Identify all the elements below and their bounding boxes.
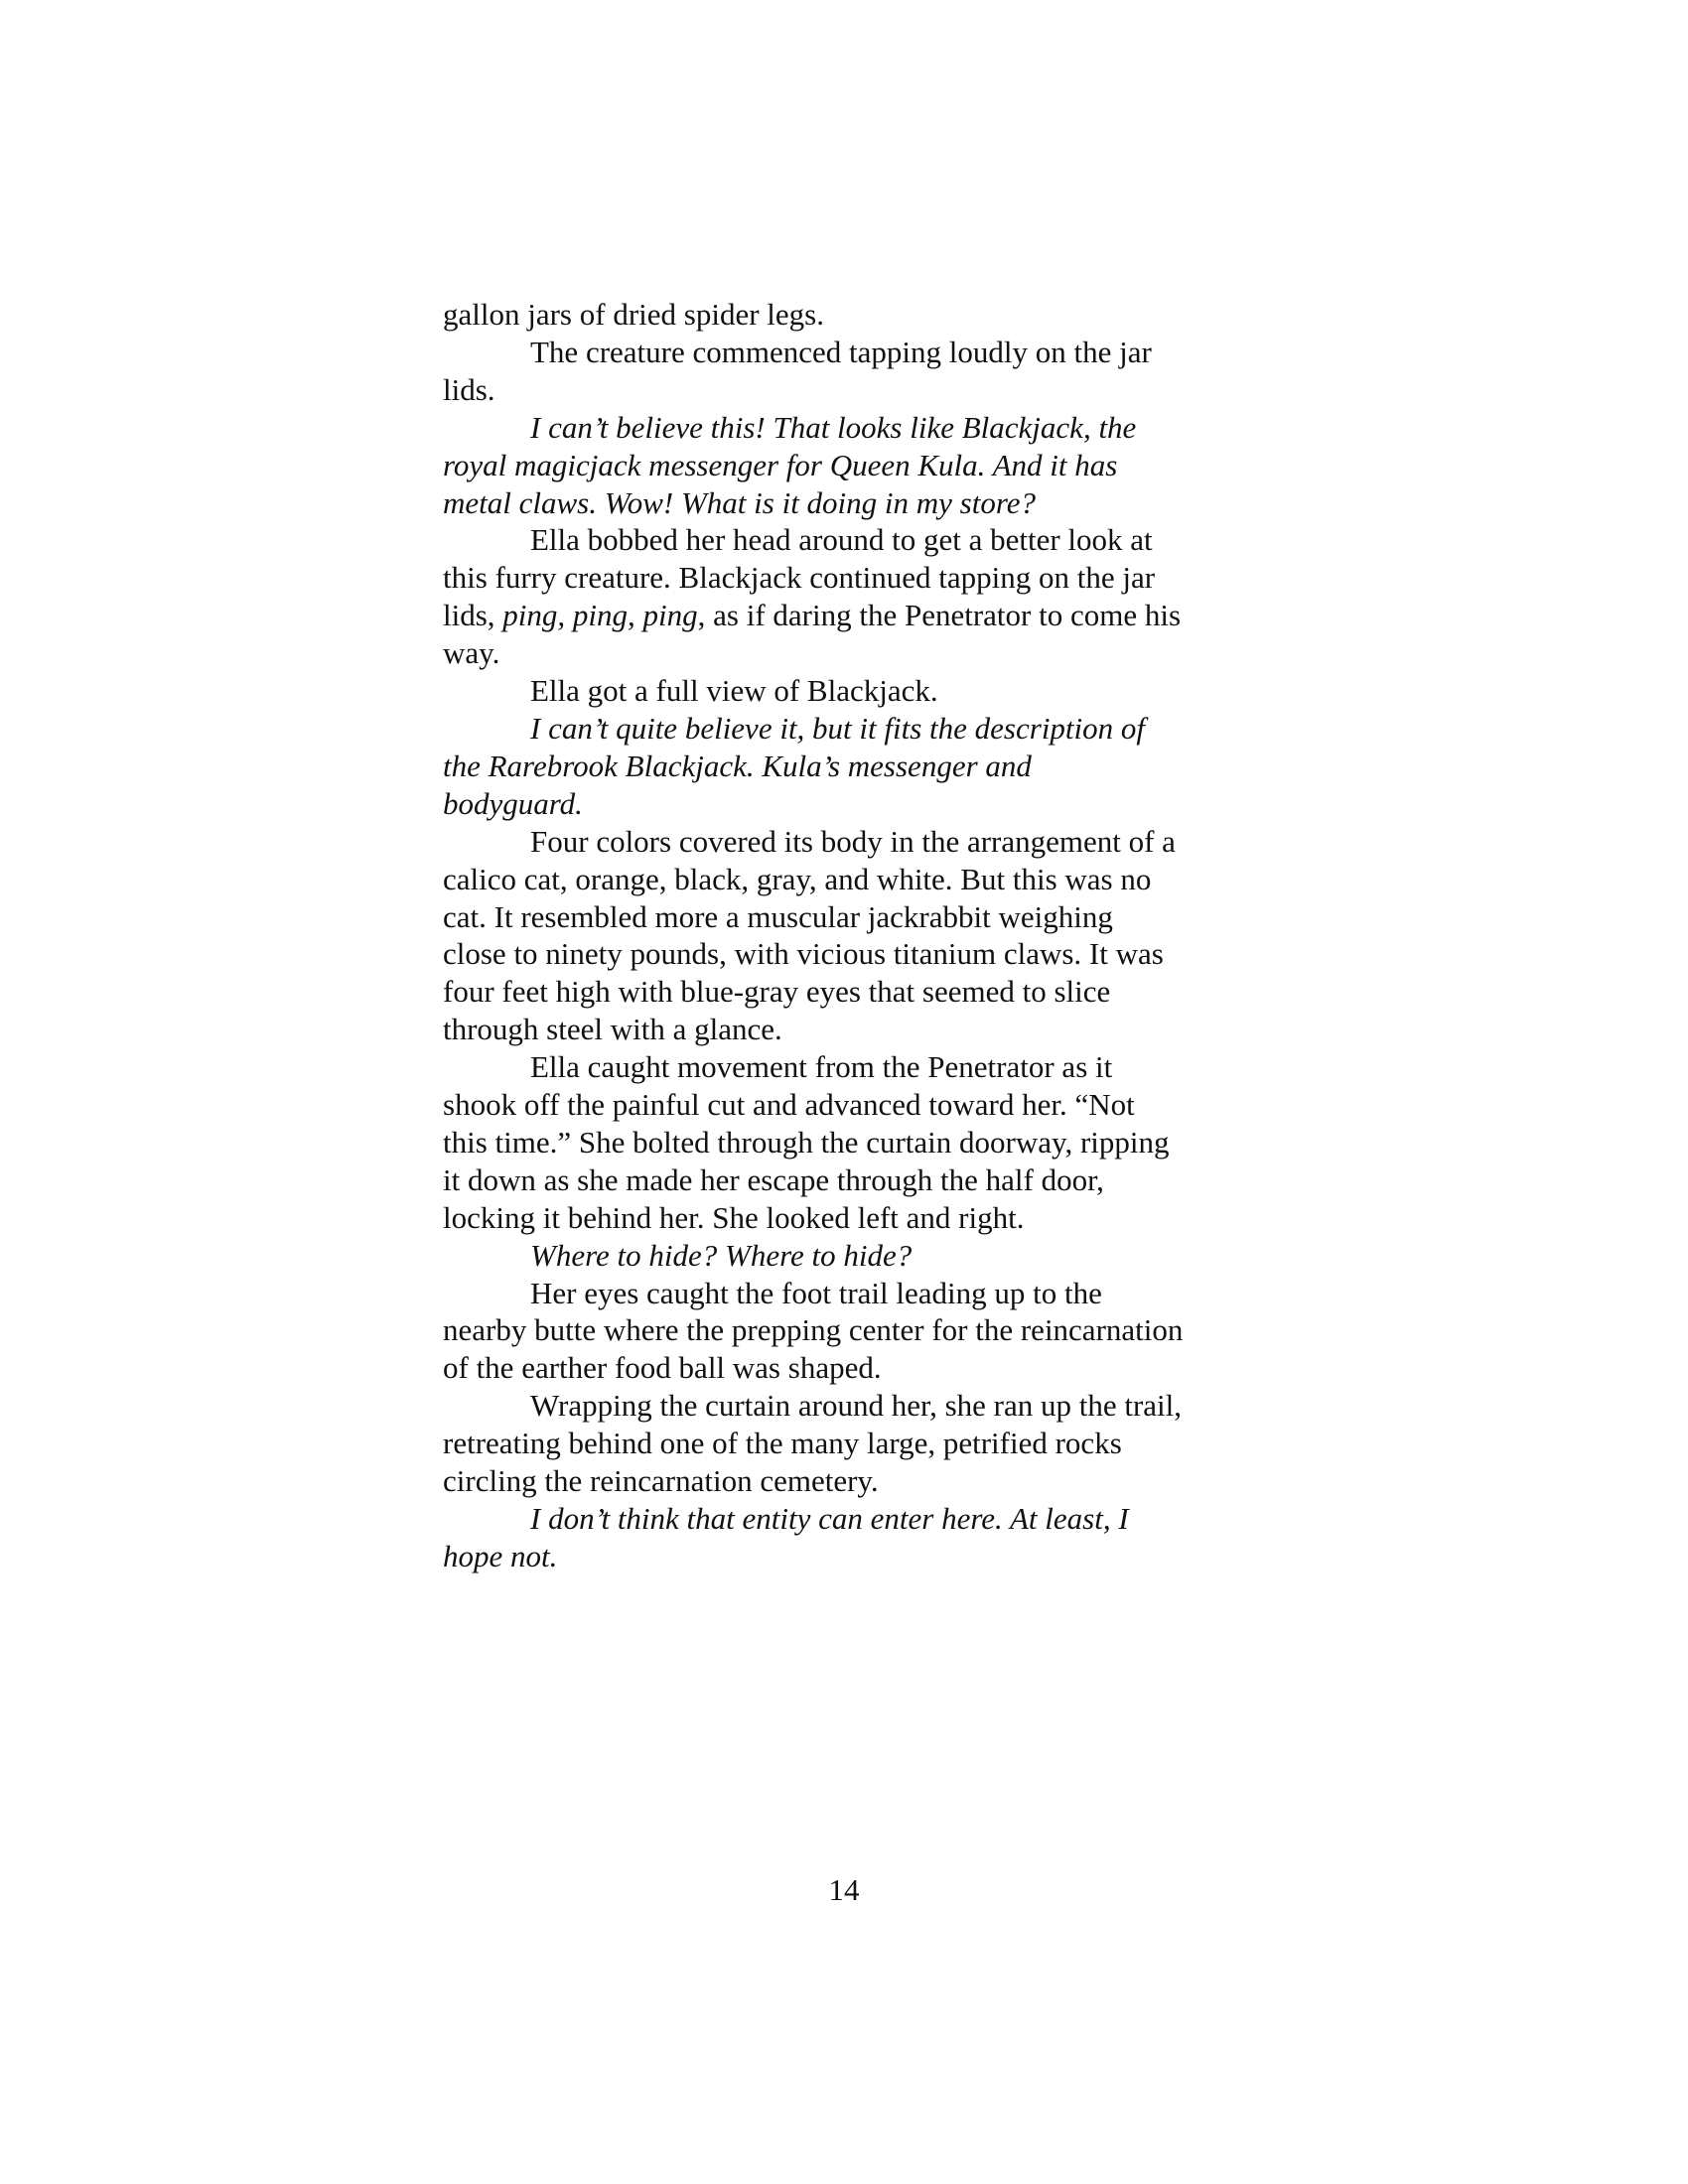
italic-text: ping, ping, ping <box>502 598 698 633</box>
text-line <box>443 823 1241 861</box>
text-line <box>443 1086 1241 1124</box>
page-number: 14 <box>828 1872 860 1907</box>
text-line <box>443 1311 1241 1349</box>
text-run: Four colors covered its body in the arrangement of a <box>530 823 1176 859</box>
text-line <box>443 409 1241 447</box>
text-run: lids, <box>443 598 503 633</box>
text-line <box>443 1011 1241 1048</box>
paragraph <box>443 334 1241 409</box>
text-run: four feet high with blue-gray eyes that seemed to slice <box>443 974 1111 1010</box>
text-line <box>443 447 1241 484</box>
italic-text: I don’t think that entity can enter here. At least, I <box>530 1501 1129 1536</box>
text-line <box>443 1275 1241 1312</box>
body-text <box>443 296 1241 1575</box>
text-line <box>443 1500 1241 1538</box>
paragraph <box>443 823 1241 1048</box>
italic-text: I can’t quite believe it, but it fits the description of <box>530 710 1146 746</box>
text-line <box>443 597 1241 634</box>
paragraph <box>443 296 1241 334</box>
text-run: nearby butte where the prepping center for the reincarnation <box>443 1312 1184 1348</box>
text-run: of the earther food ball was shaped. <box>443 1350 882 1386</box>
text-line <box>443 1462 1241 1500</box>
italic-text: hope not. <box>443 1538 558 1573</box>
text-line <box>443 1538 1241 1575</box>
text-line <box>443 710 1241 748</box>
text-line <box>443 559 1241 597</box>
text-run: Wrapping the curtain around her, she ran up the trail, <box>530 1388 1183 1424</box>
text-line <box>443 1124 1241 1161</box>
text-run: through steel with a glance. <box>443 1012 782 1047</box>
text-run: The creature commenced tapping loudly on the jar <box>530 334 1152 369</box>
text-line <box>443 296 1241 334</box>
text-run: Ella caught movement from the Penetrator as it <box>530 1049 1113 1085</box>
text-run: lids. <box>443 371 495 407</box>
paragraph <box>443 672 1241 710</box>
text-run: it down as she made her escape through the half door, <box>443 1161 1104 1197</box>
text-run: Ella got a full view of Blackjack. <box>530 673 938 709</box>
text-run: this time.” She bolted through the curtain doorway, ripping <box>443 1124 1170 1160</box>
paragraph <box>443 1387 1241 1500</box>
text-line <box>443 973 1241 1011</box>
text-run: Her eyes caught the foot trail leading up to the <box>530 1275 1102 1310</box>
paragraph <box>443 409 1241 522</box>
text-run: cat. It resembled more a muscular jackrabbit weighing <box>443 898 1113 934</box>
text-line <box>443 748 1241 785</box>
text-run: way. <box>443 635 500 671</box>
text-run: , as if daring the Penetrator to come his <box>697 598 1182 633</box>
italic-text: Where to hide? Where to hide? <box>530 1237 913 1273</box>
text-line <box>443 861 1241 898</box>
text-line <box>443 1161 1241 1199</box>
text-run: locking it behind her. She looked left and right. <box>443 1199 1025 1235</box>
text-line <box>443 898 1241 936</box>
text-line <box>443 334 1241 371</box>
text-run: calico cat, orange, black, gray, and white. But this was no <box>443 861 1152 896</box>
text-run: close to ninety pounds, with vicious titanium claws. It was <box>443 936 1164 972</box>
paragraph <box>443 1275 1241 1388</box>
italic-text: metal claws. Wow! What is it doing in my store? <box>443 484 1037 520</box>
text-run: shook off the painful cut and advanced toward her. “Not <box>443 1087 1135 1123</box>
text-line <box>443 1237 1241 1275</box>
text-run: retreating behind one of the many large, petrified rocks <box>443 1426 1122 1461</box>
text-run: gallon jars of dried spider legs. <box>443 297 824 332</box>
text-run: Ella bobbed her head around to get a better look at <box>530 522 1153 558</box>
text-line <box>443 935 1241 973</box>
text-line <box>443 371 1241 409</box>
text-line <box>443 484 1241 522</box>
italic-text: royal magicjack messenger for Queen Kula. And it has <box>443 447 1118 482</box>
text-line <box>443 785 1241 823</box>
italic-text: I can’t believe this! That looks like Blackjack, the <box>530 409 1137 445</box>
text-line <box>443 634 1241 672</box>
text-line <box>443 1048 1241 1086</box>
paragraph <box>443 1237 1241 1275</box>
paragraph <box>443 521 1241 672</box>
text-line <box>443 1349 1241 1387</box>
text-run: circling the reincarnation cemetery. <box>443 1463 879 1499</box>
italic-text: bodyguard. <box>443 785 583 821</box>
text-run: this furry creature. Blackjack continued tapping on the jar <box>443 560 1156 596</box>
text-line <box>443 1387 1241 1425</box>
text-line <box>443 1425 1241 1462</box>
italic-text: the Rarebrook Blackjack. Kula’s messenger and <box>443 748 1032 783</box>
paragraph <box>443 1500 1241 1575</box>
paragraph <box>443 710 1241 823</box>
text-line <box>443 1199 1241 1237</box>
paragraph <box>443 1048 1241 1237</box>
text-line <box>443 521 1241 559</box>
text-line <box>443 672 1241 710</box>
